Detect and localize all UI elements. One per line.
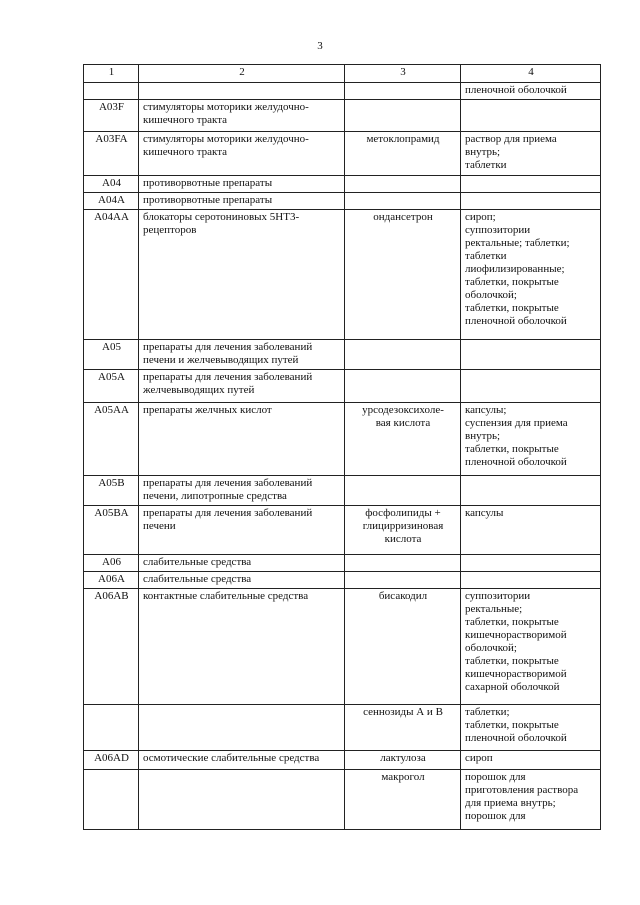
atc-code-cell: A05BA — [84, 506, 139, 555]
dosage-forms-cell — [461, 572, 601, 589]
table-row — [84, 705, 601, 751]
column-header-2: 2 — [139, 65, 345, 83]
table-row — [84, 370, 601, 403]
group-name-cell: препараты для лечения заболеваний печени, липотропные средства — [139, 476, 345, 506]
dosage-forms-cell — [461, 476, 601, 506]
drug-name-cell — [345, 83, 461, 100]
column-header-4: 4 — [461, 65, 601, 83]
drug-name-cell: ондансетрон — [345, 210, 461, 340]
atc-code-cell: A03F — [84, 100, 139, 132]
table-row — [84, 770, 601, 830]
group-name-cell: противорвотные препараты — [139, 193, 345, 210]
drug-name-cell — [345, 340, 461, 370]
drug-name-cell — [345, 555, 461, 572]
atc-code-cell — [84, 705, 139, 751]
dosage-forms-cell: порошок для приготовления раствора для приема внутрь; порошок для — [461, 770, 601, 830]
column-header-1: 1 — [84, 65, 139, 83]
group-name-cell: стимуляторы моторики желудочно- кишечного тракта — [139, 132, 345, 176]
group-name-cell: стимуляторы моторики желудочно- кишечного тракта — [139, 100, 345, 132]
atc-code-cell: A06AD — [84, 751, 139, 770]
atc-code-cell: A04AA — [84, 210, 139, 340]
dosage-forms-cell — [461, 370, 601, 403]
group-name-cell: противорвотные препараты — [139, 176, 345, 193]
dosage-forms-cell — [461, 340, 601, 370]
page-number: 3 — [317, 40, 323, 52]
group-name-cell: препараты для лечения заболеваний печени — [139, 506, 345, 555]
dosage-forms-cell: раствор для приема внутрь; таблетки — [461, 132, 601, 176]
atc-code-cell: A04 — [84, 176, 139, 193]
atc-code-cell: A06 — [84, 555, 139, 572]
atc-code-cell: A05B — [84, 476, 139, 506]
atc-code-cell — [84, 770, 139, 830]
table-row — [84, 751, 601, 770]
table-row — [84, 176, 601, 193]
table-row — [84, 403, 601, 476]
drug-name-cell — [345, 572, 461, 589]
group-name-cell: осмотические слабительные средства — [139, 751, 345, 770]
dosage-forms-cell — [461, 193, 601, 210]
drug-name-cell: лактулоза — [345, 751, 461, 770]
dosage-forms-cell: сироп — [461, 751, 601, 770]
table-row — [84, 100, 601, 132]
dosage-forms-cell: пленочной оболочкой — [461, 83, 601, 100]
column-header-3: 3 — [345, 65, 461, 83]
atc-code-cell: A03FA — [84, 132, 139, 176]
group-name-cell: контактные слабительные средства — [139, 589, 345, 705]
dosage-forms-cell — [461, 100, 601, 132]
group-name-cell: препараты желчных кислот — [139, 403, 345, 476]
drug-name-cell: макрогол — [345, 770, 461, 830]
group-name-cell: блокаторы серотониновых 5НТ3- рецепторов — [139, 210, 345, 340]
atc-code-cell: A05A — [84, 370, 139, 403]
drug-name-cell — [345, 193, 461, 210]
group-name-cell: слабительные средства — [139, 555, 345, 572]
dosage-forms-cell: капсулы — [461, 506, 601, 555]
dosage-forms-cell: капсулы; суспензия для приема внутрь; таблетки, покрытые пленочной оболочкой — [461, 403, 601, 476]
table-row — [84, 193, 601, 210]
group-name-cell — [139, 705, 345, 751]
group-name-cell: препараты для лечения заболеваний печени и желчевыводящих путей — [139, 340, 345, 370]
table-row — [84, 83, 601, 100]
table-row — [84, 572, 601, 589]
table-row — [84, 340, 601, 370]
table-row — [84, 589, 601, 705]
drug-name-cell: метоклопрамид — [345, 132, 461, 176]
group-name-cell: слабительные средства — [139, 572, 345, 589]
table-row — [84, 506, 601, 555]
drug-name-cell: фосфолипиды + глицирризиновая кислота — [345, 506, 461, 555]
drug-name-cell — [345, 370, 461, 403]
drug-name-cell — [345, 100, 461, 132]
atc-code-cell: A06AB — [84, 589, 139, 705]
drug-name-cell: сеннозиды А и В — [345, 705, 461, 751]
dosage-forms-cell: сироп; суппозитории ректальные; таблетки; таблетки лиофилизированные; таблетки, покрытые оболочкой; таблетки, покрытые пленочной оболочкой — [461, 210, 601, 340]
table-row — [84, 476, 601, 506]
drug-name-cell: бисакодил — [345, 589, 461, 705]
drug-name-cell — [345, 176, 461, 193]
drug-table — [83, 64, 601, 830]
atc-code-cell: A06A — [84, 572, 139, 589]
group-name-cell: препараты для лечения заболеваний желчевыводящих путей — [139, 370, 345, 403]
dosage-forms-cell: таблетки; таблетки, покрытые пленочной оболочкой — [461, 705, 601, 751]
atc-code-cell: A05AA — [84, 403, 139, 476]
dosage-forms-cell — [461, 555, 601, 572]
dosage-forms-cell — [461, 176, 601, 193]
drug-name-cell: урсодезоксихоле- вая кислота — [345, 403, 461, 476]
table-row — [84, 210, 601, 340]
table-row — [84, 555, 601, 572]
drug-name-cell — [345, 476, 461, 506]
atc-code-cell — [84, 83, 139, 100]
dosage-forms-cell: суппозитории ректальные; таблетки, покрытые кишечнорастворимой оболочкой; таблетки, покрытые кишечнорастворимой сахарной оболочкой — [461, 589, 601, 705]
header-row — [84, 65, 601, 83]
atc-code-cell: A04A — [84, 193, 139, 210]
group-name-cell — [139, 83, 345, 100]
table-row — [84, 132, 601, 176]
group-name-cell — [139, 770, 345, 830]
atc-code-cell: A05 — [84, 340, 139, 370]
